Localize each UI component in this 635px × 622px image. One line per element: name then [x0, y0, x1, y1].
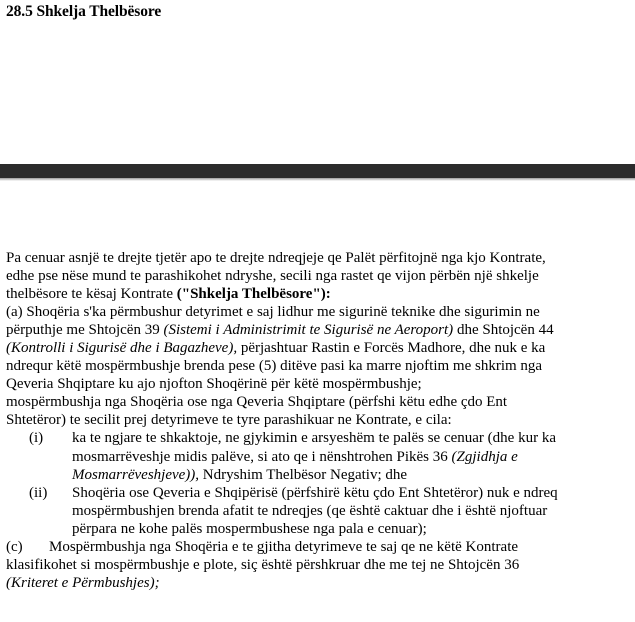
sub-item-ii-line-1: Shoqëria ose Qeveria e Shqipërisë (përfshirë këtu çdo Ent Shtetëror) nuk e ndreq: [72, 484, 558, 501]
document-body: [6, 249, 631, 592]
item-a-line-3: [6, 339, 631, 357]
item-c-line-3: [6, 574, 631, 592]
item-a-line-5: Qeveria Shqiptare ku ajo njofton Shoqërinë për këtë mospërmbushje;: [6, 376, 422, 393]
item-a-line-4: ndrequr këtë mospërmbushje brenda pese (5) ditëve pasi ka marre njoftim me shkrim nga: [6, 358, 543, 375]
sub-item-i-text: mosmarrëveshje midis palëve, si ato qe i nënshtrohen Pikës 36: [72, 448, 452, 465]
page-separator: [0, 164, 635, 178]
annex-39-title: (Sistemi i Administrimit te Sigurisë ne Aeroport): [163, 322, 454, 339]
sub-item-ii-number: (ii): [29, 484, 48, 501]
sub-item-ii: [6, 484, 631, 538]
item-c-line-2: klasifikohet si mospërmbushje e plote, siç është përshkruar dhe me tej ne Shtojcën 36: [6, 556, 520, 573]
defined-term: ("Shkelja Thelbësore"):: [176, 286, 331, 303]
item-c-text: Mospërmbushja nga Shoqëria e te gjitha detyrimeve te saj qe ne këtë Kontrate: [49, 538, 519, 555]
intro-line-2: edhe pse nëse mund te parashikohet ndryshe, secili nga rastet qe vijon përbën një shkelje: [6, 268, 539, 285]
sub-item-i-number: (i): [29, 430, 44, 447]
clause-36-title: (Zgjidhja e: [451, 448, 518, 465]
intro-line-1: Pa cenuar asnjë te drejte tjetër apo te drejte ndreqjeje qe Palët përfitojnë nga kjo Kontrate,: [6, 250, 546, 266]
item-a-line-2: [6, 321, 631, 339]
item-a-text: dhe Shtojcën 44: [453, 322, 554, 339]
sub-item-i-line-1: ka te ngjare te shkaktoje, ne gjykimin e arsyeshëm te palës se cenuar (dhe kur ka: [72, 430, 556, 447]
item-a-text: përjashtuar Rastin e Forcës Madhore, dhe nuk e ka: [237, 340, 546, 357]
page-separator-shadow: [0, 178, 635, 181]
item-b-line-1: mospërmbushja nga Shoqëria ose nga Qeveria Shqiptare (përfshi këtu edhe çdo Ent: [6, 394, 508, 411]
item-a-line-1: (a) Shoqëria s'ka përmbushur detyrimet e saj lidhur me sigurinë teknike dhe sigurimin ne: [6, 304, 540, 321]
sub-item-ii-line-3: përpara ne kohe palës mospermbushese nga pala e cenuar);: [72, 520, 427, 537]
item-b-line-2: Shtetëror) te secilit prej detyrimeve te tyre parashikuar ne Kontrate, e cila:: [6, 412, 452, 429]
sub-item-i-text: Ndryshim Thelbësor Negativ; dhe: [199, 466, 408, 483]
intro-text: thelbësore te kësaj Kontrate: [6, 286, 177, 303]
annex-44-title: (Kontrolli i Sigurisë dhe i Bagazheve),: [6, 340, 238, 357]
annex-36-title: (Kriteret e Përmbushjes);: [6, 574, 160, 591]
item-a-text: përputhje me Shtojcën 39: [6, 322, 164, 339]
section-heading: 28.5 Shkelja Thelbësore: [6, 3, 162, 20]
clause-36-title: Mosmarrëveshjeve)),: [72, 466, 200, 483]
intro-line-3: [6, 285, 631, 303]
item-c-label: (c): [6, 538, 23, 555]
sub-item-i-line-2: [6, 448, 631, 466]
sub-item-ii-line-2: mospërmbushjen brenda afatit te ndreqjes (qe është caktuar dhe i është njoftuar: [72, 502, 548, 519]
sub-item-i-line-3: [6, 466, 631, 484]
sub-item-i: [6, 429, 631, 483]
item-c-line-1: [6, 538, 631, 556]
